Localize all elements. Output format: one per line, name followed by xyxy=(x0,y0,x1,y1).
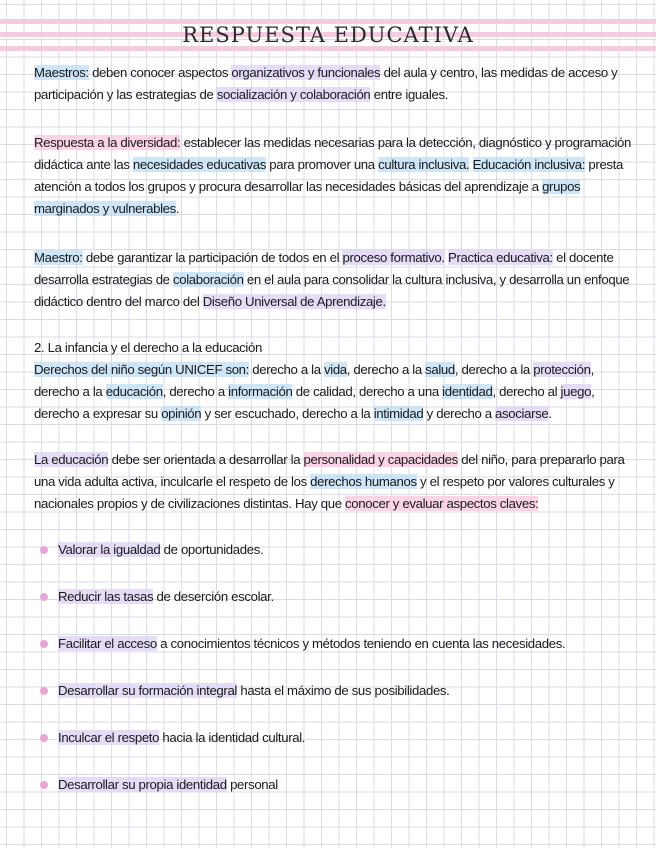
bullet-dot-icon xyxy=(40,734,48,742)
term-la-educacion: La educación xyxy=(34,452,109,467)
term-colaboracion: colaboración xyxy=(172,272,244,287)
text: entre iguales. xyxy=(370,87,449,102)
term-proteccion: protección xyxy=(533,362,591,377)
bullet-dot-icon xyxy=(40,781,48,789)
list-item-text: de oportunidades. xyxy=(160,542,264,557)
text: de calidad, derecho a una xyxy=(292,384,443,399)
term-necesidades-educativas: necesidades educativas xyxy=(132,157,266,172)
text: , derecho a xyxy=(162,384,229,399)
bullet-dot-icon xyxy=(40,687,48,695)
text: derecho a la xyxy=(248,362,324,377)
term-diseno-universal: Diseño Universal de Aprendizaje. xyxy=(202,294,386,309)
paragraph-maestro xyxy=(34,247,639,313)
text: del niño, para prepararlo para una vida adulta activa, inculcarle el respeto de los xyxy=(34,452,625,489)
list-item xyxy=(34,774,639,821)
text: , derecho al xyxy=(492,384,561,399)
list-item-text: a conocimientos técnicos y métodos teniendo en cuenta las necesidades. xyxy=(156,636,566,651)
text: establecer las medidas necesarias para la detección, diagnóstico y programación didáctica ante las xyxy=(34,135,631,172)
paragraph-diversidad xyxy=(34,132,639,220)
page-title: RESPUESTA EDUCATIVA xyxy=(182,23,474,47)
text: . xyxy=(548,406,552,421)
key-aspects-list xyxy=(34,539,639,821)
list-item-text: de deserción escolar. xyxy=(153,589,274,604)
text: y el respeto por valores culturales y nacionales propios y de civilizaciones distintas. Hay que xyxy=(34,474,615,511)
term-juego: juego xyxy=(560,384,592,399)
list-item xyxy=(34,680,639,727)
term-intimidad: intimidad xyxy=(373,406,424,421)
text: y derecho a xyxy=(423,406,496,421)
list-item-text: hacia la identidad cultural. xyxy=(159,730,306,745)
term-identidad: identidad xyxy=(442,384,493,399)
term-derechos-unicef: Derechos del niño según UNICEF son: xyxy=(34,362,249,377)
notes-content xyxy=(34,62,639,821)
term-conocer-evaluar: conocer y evaluar aspectos claves: xyxy=(345,496,539,511)
list-item xyxy=(34,539,639,586)
text: deben conocer aspectos xyxy=(88,65,232,80)
term-asociarse: asociarse xyxy=(495,406,549,421)
paragraph-maestros xyxy=(34,62,639,106)
term-vida: vida xyxy=(324,362,347,377)
term-educacion-inclusiva: Educación inclusiva: xyxy=(472,157,586,172)
list-item-highlight: Facilitar el acceso xyxy=(58,636,157,651)
bullet-dot-icon xyxy=(40,546,48,554)
term-maestros: Maestros: xyxy=(34,65,89,80)
term-organizativos: organizativos y funcionales xyxy=(231,65,381,80)
text: el docente desarrolla estrategias de xyxy=(34,250,614,287)
bullet-dot-icon xyxy=(40,593,48,601)
text: presta atención a todos los grupos y procura desarrollar las necesidades básicas del aprendizaje a xyxy=(34,157,623,194)
term-derechos-humanos: derechos humanos xyxy=(310,474,417,489)
text: , derecho a la xyxy=(34,362,594,399)
text: , derecho a la xyxy=(454,362,534,377)
text: para promover una xyxy=(265,157,379,172)
text: debe garantizar la participación de todos en el xyxy=(82,250,343,265)
term-grupos-marginados: grupos marginados y vulnerables xyxy=(34,179,581,216)
term-personalidad: personalidad y capacidades xyxy=(303,452,458,467)
section-heading xyxy=(34,337,639,359)
term-salud: salud xyxy=(425,362,455,377)
term-respuesta-diversidad: Respuesta a la diversidad: xyxy=(34,135,181,150)
list-item-highlight: Desarrollar su propia identidad xyxy=(58,777,227,792)
list-item-text: personal xyxy=(226,777,278,792)
list-item-highlight: Desarrollar su formación integral xyxy=(58,683,238,698)
paragraph-derechos xyxy=(34,359,639,425)
section-heading-text: 2. La infancia y el derecho a la educación xyxy=(34,340,262,355)
list-item-highlight: Valorar la igualdad xyxy=(58,542,161,557)
term-socializacion: socialización y colaboración xyxy=(216,87,371,102)
term-cultura-inclusiva: cultura inclusiva. xyxy=(378,157,470,172)
text: debe ser orientada a desarrollar la xyxy=(108,452,304,467)
list-item-highlight: Inculcar el respeto xyxy=(58,730,160,745)
list-item xyxy=(34,633,639,680)
list-item-highlight: Reducir las tasas xyxy=(58,589,154,604)
paragraph-educacion xyxy=(34,449,639,515)
text: y ser escuchado, derecho a la xyxy=(201,406,374,421)
term-maestro: Maestro: xyxy=(34,250,83,265)
text: en el aula para consolidar la cultura inclusiva, y desarrolla un enfoque didáctico dentro del marco del xyxy=(34,272,630,309)
list-item xyxy=(34,586,639,633)
text: . xyxy=(175,201,180,216)
bullet-dot-icon xyxy=(40,640,48,648)
text: , derecho a la xyxy=(346,362,426,377)
term-informacion: información xyxy=(228,384,293,399)
term-practica-educativa: Practica educativa: xyxy=(448,250,553,265)
term-opinion: opinión xyxy=(161,406,202,421)
list-item xyxy=(34,727,639,774)
text: del aula y centro, las medidas de acceso y participación y las estrategias de xyxy=(34,65,618,102)
term-proceso-formativo: proceso formativo. xyxy=(342,250,445,265)
text: , derecho a expresar su xyxy=(34,384,595,421)
list-item-text: hasta el máximo de sus posibilidades. xyxy=(237,683,450,698)
term-educacion: educación xyxy=(105,384,163,399)
